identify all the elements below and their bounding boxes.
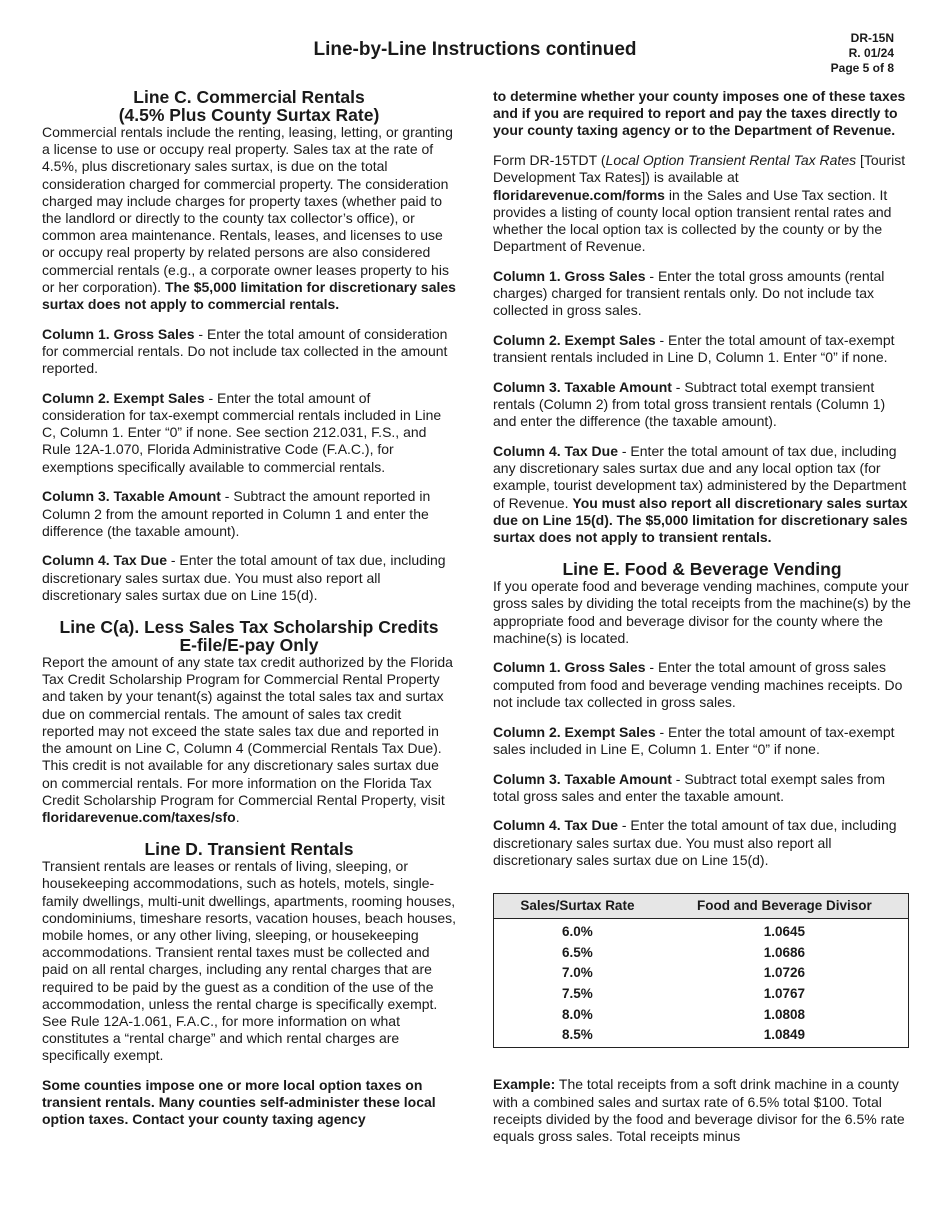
column-label: Column 4. Tax Due: [493, 442, 618, 459]
line-e-column-1: [493, 659, 911, 711]
line-c-column-1: [42, 326, 456, 378]
line-ca-heading: [42, 618, 456, 654]
line-e-heading: Line E. Food & Beverage Vending: [562, 559, 842, 580]
table-header-divisor: Food and Beverage Divisor: [661, 894, 909, 919]
divisor-cell: 1.0849: [763, 1027, 806, 1043]
rate-cell: 7.5%: [562, 985, 593, 1001]
form-ref-text: Form DR-15TDT (: [493, 152, 606, 169]
column-text: - Subtract the amount reported in Column 2 from the amount reported in Column 1 and enter the difference (the taxable amount).: [42, 488, 431, 539]
form-ref-text: in the Sales and Use Tax section. It provides a listing of county local option transient rental rates and whether the local option tax is collected by the county or by the Department of Revenue.: [493, 186, 892, 255]
example-label: Example:: [493, 1076, 556, 1093]
rate-cell: 6.5%: [562, 944, 593, 960]
line-c-heading-title: Line C. Commercial Rentals: [133, 87, 365, 107]
line-c-heading: [42, 88, 456, 124]
column-text: - Enter the total gross amounts (rental charges) charged for transient rentals only. Do not include tax collected in gross sales.: [493, 267, 885, 319]
column-text: - Enter the total amount of consideration for commercial rentals. Do not include tax collected in the amount reported.: [42, 325, 448, 377]
column-label: Column 3. Taxable Amount: [42, 488, 221, 505]
line-d-counties-continued: [493, 88, 911, 140]
column-label: Column 2. Exempt Sales: [42, 389, 205, 406]
column-text-bold: You must also report all discretionary sales surtax due on Line 15(d). The $5,000 limitation for discretionary sales surtax does not apply to transient rentals.: [493, 494, 908, 545]
rate-cell: 7.0%: [562, 965, 593, 981]
line-c-column-3: [42, 488, 456, 540]
divisor-cell: 1.0767: [763, 985, 806, 1001]
table-row: [494, 1004, 909, 1025]
line-c-column-2: [42, 390, 456, 476]
form-ref-text: [Tourist Development Tax Rates]) is available at: [493, 152, 906, 186]
column-label: Column 2. Exempt Sales: [493, 723, 656, 740]
line-c-intro: [42, 124, 456, 313]
table-row: [494, 919, 909, 942]
column-text: - Enter the total amount of tax due, including discretionary sales surtax due. You must also report all discretionary sales surtax due on Line 15(d).: [42, 552, 446, 603]
column-text: - Enter the total amount of tax-exempt transient rentals included in Line D, Column 1. Enter “0” if none.: [493, 331, 895, 366]
column-label: Column 1. Gross Sales: [42, 325, 195, 342]
form-revision: R. 01/24: [848, 46, 894, 60]
line-d-intro: Transient rentals are leases or rentals of living, sleeping, or housekeeping accommodations, such as hotels, motels, single-family dwellings, multi-unit dwellings, apartments, rooming houses, condominiums, timeshare resorts, vacation houses, beach houses, mobile homes, or any other living, sleeping, or housekeeping accommodations. Transient rental taxes must be collected and paid on all rental charges, including any rental charges that are required to be paid by the guest as a condition of the use of the accommodation, unless the rental charge is specifically exempt. See Rule 12A-1.061, F.A.C., for more information on what constitutes a “rental charge” and which rental charges are specifically exempt.: [42, 858, 456, 1064]
divisor-cell: 1.0726: [763, 965, 806, 981]
example-text: The total receipts from a soft drink machine in a county with a combined sales and surtax rate of 6.5% total $100. Total receipts divided by the food and beverage divisor for the 6.5% rate equals gross sales. Total receipts minus: [493, 1076, 905, 1144]
line-e-column-3: [493, 771, 911, 805]
column-label: Column 2. Exempt Sales: [493, 331, 656, 348]
line-c-intro-text: Commercial rentals include the renting, leasing, letting, or granting a license to use or occupy real property. Sales tax at the rate of 4.5%, plus discretionary sales surtax, is due on the total consideration charged for commercial property. The consideration charged may include charges for property taxes (whether paid to the landlord or directly to the county tax collector’s office), or common area maintenance. Rentals, leases, and licenses to use or occupy real property by related persons are also considered commercial rentals (e.g., a corporate owner leases property to his or her corporation).: [42, 124, 453, 295]
table-header-row: [494, 894, 909, 919]
rate-cell: 6.0%: [562, 924, 593, 940]
sfo-link[interactable]: floridarevenue.com/taxes/sfo: [42, 808, 236, 825]
forms-link[interactable]: floridarevenue.com/forms: [493, 186, 665, 203]
column-text: - Enter the total amount of gross sales computed from food and beverage vending machines receipts. Do not include tax collected in gross sales.: [493, 659, 903, 710]
rate-cell: 8.5%: [562, 1027, 593, 1043]
column-label: Column 4. Tax Due: [493, 817, 618, 834]
table-row: [494, 983, 909, 1004]
column-text: - Enter the total amount of tax-exempt sales included in Line E, Column 1. Enter “0” if none.: [493, 723, 895, 757]
page-title: Line-by-Line Instructions continued: [313, 39, 637, 60]
column-label: Column 3. Taxable Amount: [493, 770, 672, 787]
line-c-heading-rate: (4.5% Plus County Surtax Rate): [118, 105, 380, 125]
line-d-column-4: [493, 443, 911, 546]
table-row: [494, 1024, 909, 1047]
column-text: - Enter the total amount of tax due, including any discretionary sales surtax due and any local option tax (for example, tourist development tax) administered by the Department of Revenue.: [493, 442, 907, 511]
column-label: Column 3. Taxable Amount: [493, 378, 672, 395]
table-row: [494, 942, 909, 963]
column-label: Column 4. Tax Due: [42, 552, 167, 569]
food-beverage-divisor-table: [493, 893, 909, 1048]
line-e-example: [493, 1076, 911, 1145]
line-e-intro: If you operate food and beverage vending machines, compute your gross sales by dividing the total receipts from the machine(s) by the appropriate food and beverage divisor for the county where the machine(s) is located.: [493, 578, 911, 646]
line-d-column-1: [493, 268, 911, 320]
form-ref-title: Local Option Transient Rental Tax Rates: [605, 152, 857, 169]
line-e-column-2: [493, 724, 911, 758]
line-d-form-reference: [493, 152, 911, 255]
line-ca-heading-sub: E-file/E-pay Only: [179, 635, 319, 656]
column-label: Column 1. Gross Sales: [493, 659, 646, 676]
line-ca-text: [42, 654, 456, 826]
divisor-cell: 1.0645: [763, 924, 806, 940]
line-c-intro-bold: The $5,000 limitation for discretionary sales surtax does not apply to commercial rentals.: [42, 278, 456, 313]
line-d-column-2: [493, 332, 911, 366]
divisor-cell: 1.0808: [763, 1006, 806, 1022]
column-text: - Enter the total amount of consideration for tax-exempt commercial rentals included in Line C, Column 1. Enter “0” if none. See section 212.031, F.S., and Rule 12A-1.070, Florida Administrative Code (F.A.C.), for exemptions specifically available to commercial rentals.: [42, 389, 442, 475]
page-number: Page 5 of 8: [830, 61, 894, 75]
line-e-column-4: [493, 817, 911, 869]
column-label: Column 1. Gross Sales: [493, 267, 646, 284]
line-d-counties-continued-text: to determine whether your county imposes one of these taxes and if you are required to report and pay the taxes directly to your county taxing agency or to the Department of Revenue.: [493, 88, 906, 139]
line-d-counties-text: Some counties impose one or more local option taxes on transient rentals. Many counties self-administer these local option taxes. Contact your county taxing agency: [42, 1077, 436, 1128]
divisor-cell: 1.0686: [763, 944, 806, 960]
line-c-column-4: [42, 552, 456, 604]
table-header-rate: Sales/Surtax Rate: [494, 894, 661, 919]
form-number: DR-15N: [850, 31, 894, 45]
line-ca-period: .: [235, 808, 240, 825]
line-d-counties-notice: [42, 1077, 456, 1129]
line-d-column-3: [493, 379, 911, 431]
table-row: [494, 963, 909, 984]
left-column: [42, 88, 456, 1129]
line-ca-heading-title: Line C(a). Less Sales Tax Scholarship Credits: [59, 617, 439, 638]
line-ca-body: Report the amount of any state tax credit authorized by the Florida Tax Credit Scholarship Program for Commercial Rental Property and taken by your tenant(s) against the total sales tax and surtax due on commercial rentals. The amount of sales tax credit reported may not exceed the state sales tax due and reported in the amount on Line C, Column 4 (Commercial Rentals Tax Due). This credit is not available for any discretionary sales surtax due on commercial rentals. For more information on the Florida Tax Credit Scholarship Program for Commercial Rental Property, visit: [42, 654, 453, 808]
column-text: - Enter the total amount of tax due, including discretionary sales surtax due. You must also report all discretionary sales surtax due on Line 15(d).: [493, 817, 897, 868]
rate-cell: 8.0%: [562, 1006, 593, 1022]
right-column: [493, 88, 911, 1145]
line-d-heading: Line D. Transient Rentals: [144, 839, 354, 860]
column-text: - Subtract total exempt transient rentals (Column 2) from total gross transient rentals (Column 1) and enter the difference (the taxable amount).: [493, 378, 886, 430]
column-text: - Subtract total exempt sales from total gross sales and enter the taxable amount.: [493, 770, 886, 804]
